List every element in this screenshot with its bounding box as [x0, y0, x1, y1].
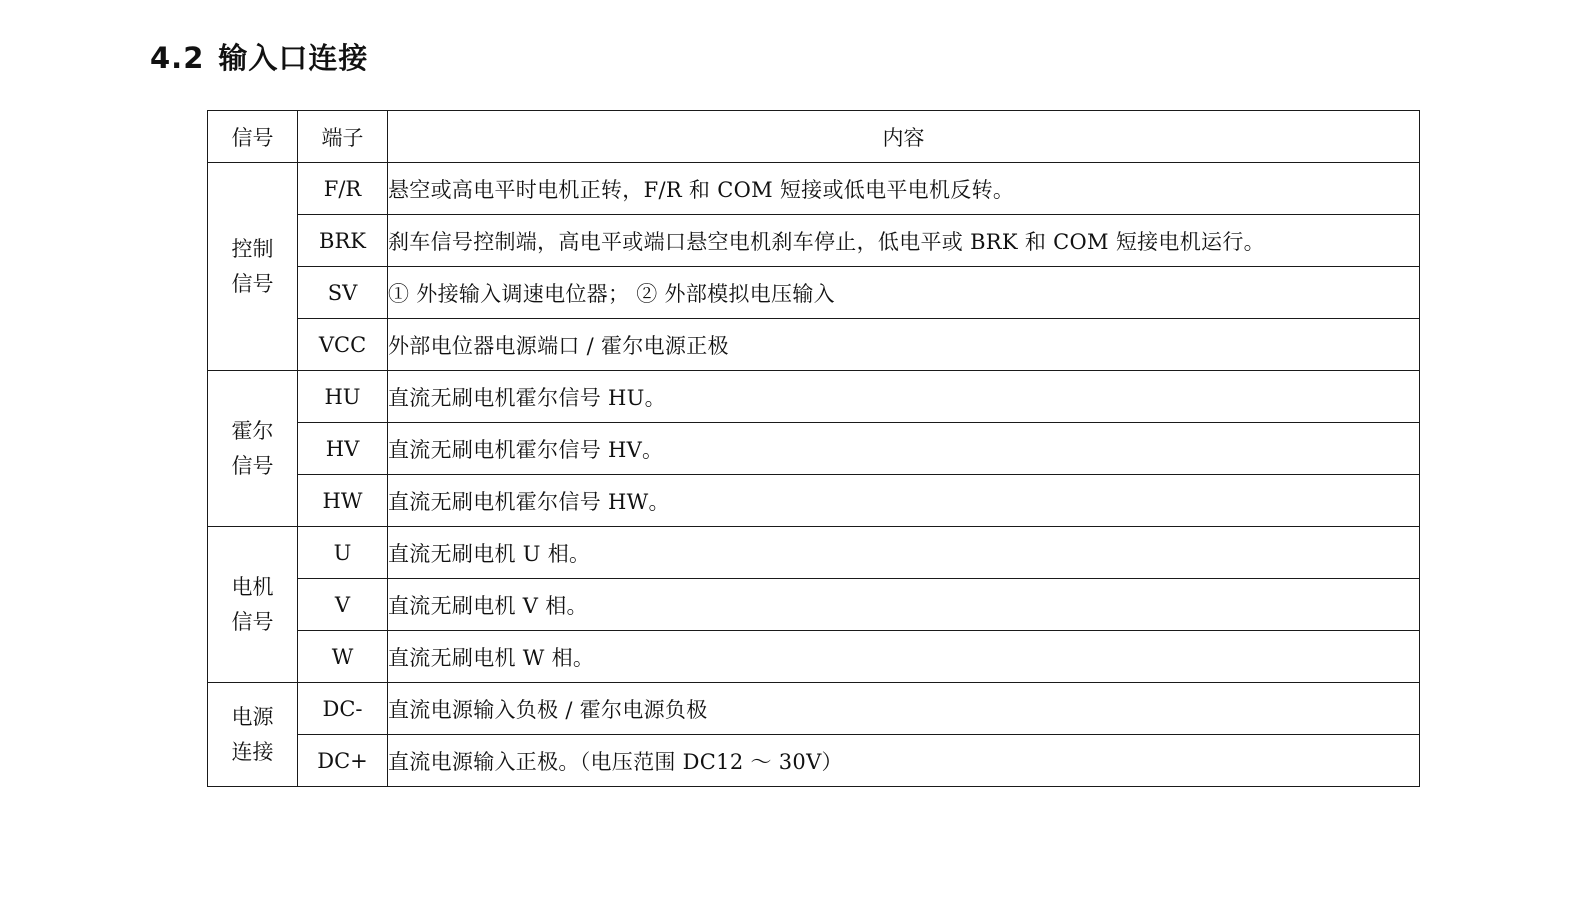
- table-row: [208, 423, 1420, 475]
- group-label-power: [208, 683, 298, 787]
- content-cell: 悬空或高电平时电机正转，F/R 和 COM 短接或低电平电机反转。: [388, 163, 1420, 215]
- section-title: 输入口连接: [218, 41, 369, 75]
- group-label-line: 控制: [231, 236, 274, 261]
- terminal-cell: V: [298, 579, 388, 631]
- group-label-line: 电机: [231, 574, 274, 599]
- header-content: 内容: [388, 111, 1420, 163]
- content-cell: 直流无刷电机霍尔信号 HV。: [388, 423, 1420, 475]
- content-cell: 直流无刷电机 V 相。: [388, 579, 1420, 631]
- group-label-motor: [208, 527, 298, 683]
- group-label-hall: [208, 371, 298, 527]
- terminal-cell: BRK: [298, 215, 388, 267]
- table-row: [208, 163, 1420, 215]
- table-row: [208, 735, 1420, 787]
- table-row: [208, 267, 1420, 319]
- terminal-cell: DC-: [298, 683, 388, 735]
- content-cell: 直流无刷电机 W 相。: [388, 631, 1420, 683]
- content-cell: 直流无刷电机霍尔信号 HW。: [388, 475, 1420, 527]
- section-number: 4.2: [150, 41, 205, 75]
- table-row: [208, 579, 1420, 631]
- content-cell: ① 外接输入调速电位器； ② 外部模拟电压输入: [388, 267, 1420, 319]
- group-label-line: 信号: [231, 271, 274, 296]
- table-row: [208, 319, 1420, 371]
- header-terminal: 端子: [298, 111, 388, 163]
- group-label-line: 信号: [231, 609, 274, 634]
- content-cell: 直流无刷电机霍尔信号 HU。: [388, 371, 1420, 423]
- group-label-line: 连接: [231, 739, 274, 764]
- table-row: [208, 683, 1420, 735]
- content-cell: 直流电源输入正极。（电压范围 DC12 ～ 30V）: [388, 735, 1420, 787]
- section-heading: [150, 38, 368, 78]
- table-header-row: [208, 111, 1420, 163]
- table-row: [208, 371, 1420, 423]
- terminal-cell: W: [298, 631, 388, 683]
- content-cell: 外部电位器电源端口 / 霍尔电源正极: [388, 319, 1420, 371]
- input-port-table: [207, 110, 1420, 787]
- terminal-cell: U: [298, 527, 388, 579]
- terminal-cell: SV: [298, 267, 388, 319]
- header-signal: 信号: [208, 111, 298, 163]
- group-label-line: 信号: [231, 453, 274, 478]
- terminal-cell: VCC: [298, 319, 388, 371]
- content-cell: 直流无刷电机 U 相。: [388, 527, 1420, 579]
- terminal-cell: HV: [298, 423, 388, 475]
- content-cell: 刹车信号控制端，高电平或端口悬空电机刹车停止，低电平或 BRK 和 COM 短接电机运行。: [388, 215, 1420, 267]
- terminal-cell: HU: [298, 371, 388, 423]
- terminal-cell: F/R: [298, 163, 388, 215]
- table-row: [208, 631, 1420, 683]
- terminal-cell: HW: [298, 475, 388, 527]
- table-row: [208, 475, 1420, 527]
- table-row: [208, 215, 1420, 267]
- group-label-control: [208, 163, 298, 371]
- group-label-line: 霍尔: [231, 418, 274, 443]
- content-cell: 直流电源输入负极 / 霍尔电源负极: [388, 683, 1420, 735]
- terminal-cell: DC+: [298, 735, 388, 787]
- table-row: [208, 527, 1420, 579]
- group-label-line: 电源: [231, 704, 274, 729]
